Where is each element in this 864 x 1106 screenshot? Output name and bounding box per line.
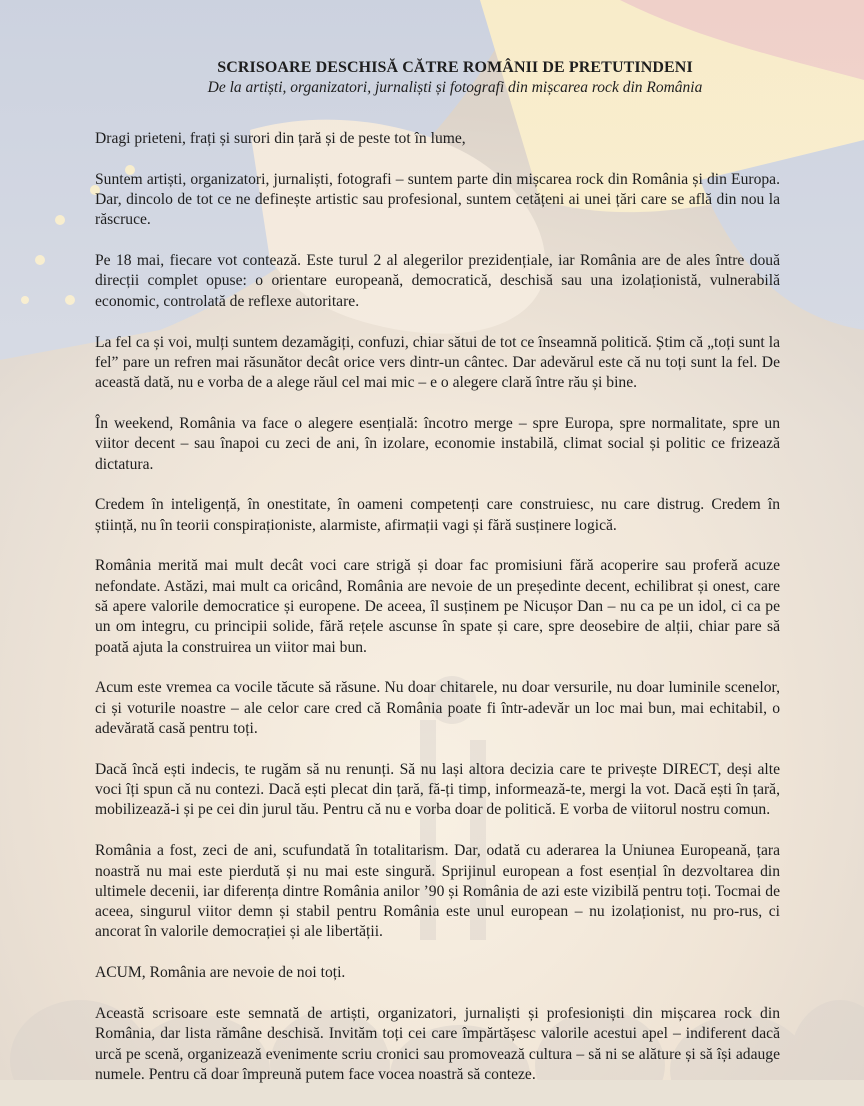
paragraph: Credem în inteligență, în onestitate, în oameni competenți care construiesc, nu care distrug. Credem în știință, nu în teorii conspiraționiste, alarmiste, afirmații vagi și fără susținere logică. [95, 496, 780, 534]
paragraph: Acum este vremea ca vocile tăcute să răsune. Nu doar chitarele, nu doar versurile, nu doar luminile scenelor, ci și voturile noastre – ale celor care cred că România poate fi într-adevăr un loc mai bun, mai echitabil, o adevărată casă pentru toți. [95, 679, 780, 738]
paragraph: Suntem artiști, organizatori, jurnaliști, fotografi – suntem parte din mișcarea rock din România și din Europa. Dar, dincolo de tot ce ne definește artistic sau profesional, suntem cetățeni ai unei țări care se află din nou la răscruce. [95, 170, 780, 229]
letter-body [95, 129, 780, 1085]
paragraph-closing: Această scrisoare este semnată de artiști, organizatori, jurnaliști și profesioniști din mișcarea rock din România, dar lista rămâne deschisă. Invităm toți cei care împărtășesc valorile acestui apel – indiferent dacă urcă pe scenă, organizează evenimente scriu cronici sau promovează cultura – să ni se alăture și să își adauge numele. Pentru că doar împreună putem face vocea noastră să conteze. [95, 1005, 780, 1083]
paragraph-greeting: Dragi prieteni, frați și surori din țară și de peste tot în lume, [95, 130, 466, 147]
paragraph: În weekend, România va face o alegere esențială: încotro merge – spre Europa, spre normalitate, spre un viitor decent – sau înapoi cu zeci de ani, în izolare, economie instabilă, climat social și politic ce frizează dictatura. [95, 414, 780, 473]
paragraph: La fel ca și voi, mulți suntem dezamăgiți, confuzi, chiar sătui de tot ce înseamnă politică. Știm că „toți sunt la fel” pare un refren mai răsunător decât orice vers dintr-un cântec. Dar adevărul este că nu toți sunt la fel. De această dată, nu e vorba de a alege răul cel mai mic – e o alegere clară între rău și bine. [95, 333, 780, 392]
letter-subtitle: De la artiști, organizatori, jurnaliști și fotografi din mișcarea rock din România [207, 79, 703, 96]
paragraph: România merită mai mult decât voci care strigă și doar fac promisiuni fără acoperire sau proferă acuze nefondate. Astăzi, mai mult ca oricând, România are nevoie de un președinte decent, echilibrat și onest, care să apere valorile democratice și europene. De aceea, îl susținem pe Nicușor Dan – nu ca pe un idol, ci ca pe un om integru, cu principii solide, fără rețele ascunse în spate și care, spre deosebire de alții, chiar pare să poată ajuta la construirea un viitor mai bun. [95, 557, 780, 656]
open-letter [95, 58, 780, 1106]
paragraph: România a fost, zeci de ani, scufundată în totalitarism. Dar, odată cu aderarea la Uniunea Europeană, țara noastră nu mai este pierdută și nu mai este singură. Sprijinul european a fost esențial în dezvoltarea din ultimele decenii, iar diferența dintre România anilor ’90 și România de azi este vizibilă pentru toți. Tocmai de aceea, singurul viitor demn și stabil pentru România este unul european – nu izolaționist, nu pro-rus, ci ancorat în valorile democrației și ale libertății. [95, 842, 780, 941]
paragraph: ACUM, România are nevoie de noi toți. [95, 964, 346, 982]
paragraph: Dacă încă ești indecis, te rugăm să nu renunți. Să nu lași altora decizia care te privește DIRECT, deși alte voci îți spun că nu contezi. Dacă ești plecat din țară, fă-ți timp, informează-te, mergi la vot. Dacă ești în țară, mobilizează-i și pe cei din jurul tău. Pentru că nu e vorba doar de politică. E vorba de viitorul nostru comun. [95, 760, 780, 819]
paragraph: Pe 18 mai, fiecare vot contează. Este turul 2 al alegerilor prezidențiale, iar România are de ales între două direcții complet opuse: o orientare europeană, democratică, deschisă sau una izolaționistă, vulnerabilă economic, controlată de reflexe autoritare. [95, 252, 780, 310]
letter-title: SCRISOARE DESCHISĂ CĂTRE ROMÂNII DE PRETUTINDENI [217, 59, 693, 76]
letter-header [95, 58, 815, 98]
